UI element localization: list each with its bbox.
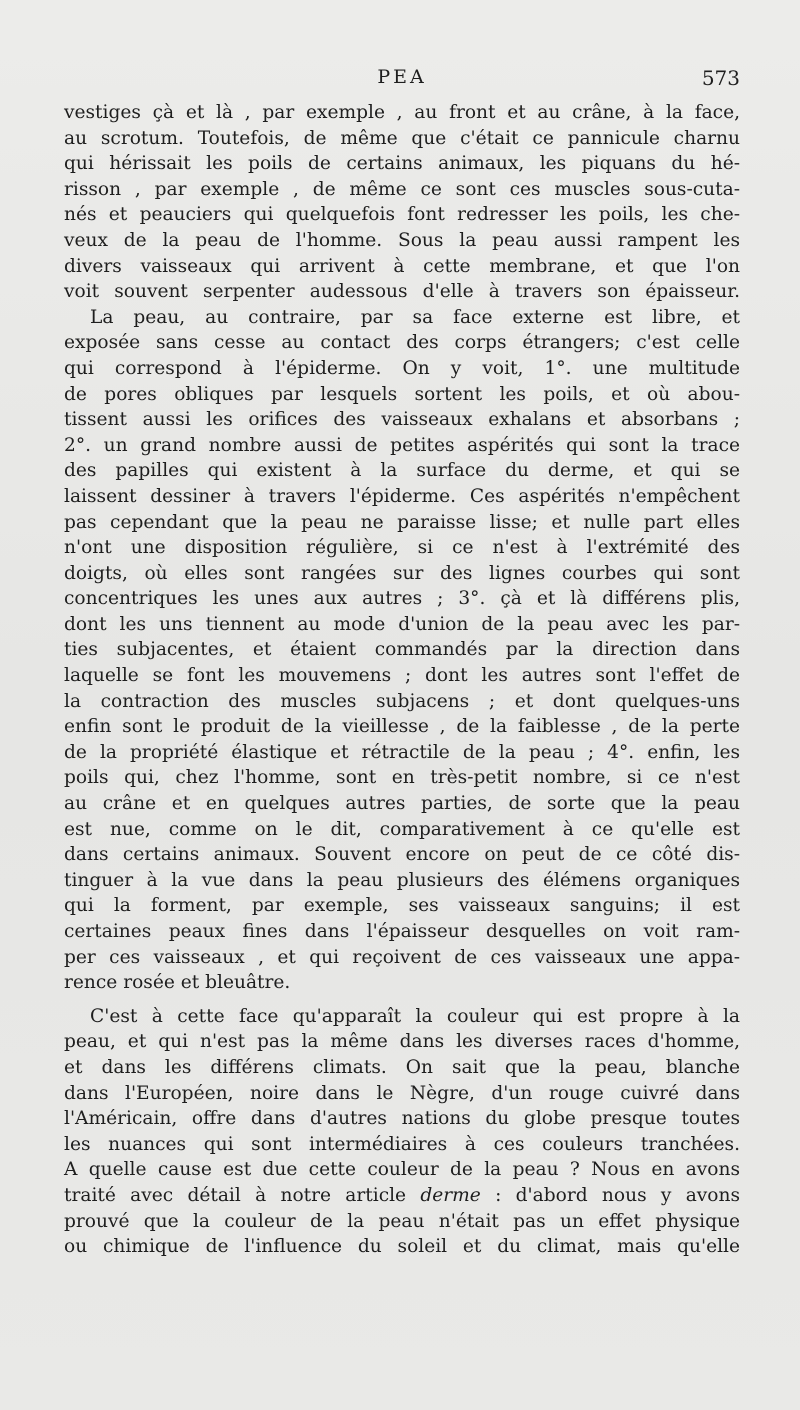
text-line: n'ont une disposition régulière, si ce n'est à l'extrémité des: [64, 537, 740, 559]
text-line: dans l'Européen, noire dans le Nègre, d'un rouge cuivré dans: [64, 1082, 740, 1104]
text-line: nés et peauciers qui quelquefois font redresser les poils, les che-: [64, 204, 740, 226]
text-line: rence rosée et bleuâtre.: [64, 972, 291, 994]
text-line: prouvé que la couleur de la peau n'était pas un effet physique: [64, 1210, 740, 1232]
text-line: de pores obliques par lesquels sortent les poils, et où abou-: [64, 383, 740, 405]
text-line: dans certains animaux. Souvent encore on peut de ce côté dis-: [64, 844, 740, 866]
text-line: pas cependant que la peau ne paraisse lisse; et nulle part elles: [64, 511, 740, 533]
text-line: risson , par exemple , de même ce sont ces muscles sous-cuta-: [64, 178, 740, 200]
text-line: doigts, où elles sont rangées sur des lignes courbes qui sont: [64, 562, 740, 584]
text-line: voit souvent serpenter audessous d'elle à travers son épaisseur.: [64, 281, 740, 303]
text-line: concentriques les unes aux autres ; 3°. çà et là différens plis,: [64, 588, 740, 610]
text-line: 2°. un grand nombre aussi de petites aspérités qui sont la trace: [64, 434, 740, 456]
paragraph-1: [64, 100, 740, 305]
text-line: La peau, au contraire, par sa face externe est libre, et: [90, 306, 740, 328]
text-line: ou chimique de l'influence du soleil et du climat, mais qu'elle: [64, 1236, 740, 1258]
text-line: A quelle cause est due cette couleur de la peau ? Nous en avons: [64, 1159, 740, 1181]
text-line: qui correspond à l'épiderme. On y voit, 1°. une multitude: [64, 357, 740, 379]
text-line: des papilles qui existent à la surface du derme, et qui se: [64, 460, 740, 482]
text-line: poils qui, chez l'homme, sont en très-petit nombre, si ce n'est: [64, 767, 740, 789]
text-line: divers vaisseaux qui arrivent à cette membrane, et que l'on: [64, 255, 740, 277]
text-line: per ces vaisseaux , et qui reçoivent de ces vaisseaux une appa-: [64, 946, 740, 968]
text-line: tinguer à la vue dans la peau plusieurs des élémens organiques: [64, 869, 740, 891]
text-line: certaines peaux fines dans l'épaisseur desquelles on voit ram-: [64, 921, 740, 942]
text-line: laissent dessiner à travers l'épiderme. Ces aspérités n'empêchent: [64, 485, 740, 507]
text-line: qui hérissait les poils de certains animaux, les piquans du hé-: [64, 153, 740, 175]
page-number: 573: [701, 66, 740, 90]
text-line: et dans les différens climats. On sait que la peau, blanche: [64, 1056, 740, 1078]
text-line: est nue, comme on le dit, comparativement à ce qu'elle est: [64, 818, 740, 840]
text-line: l'Américain, offre dans d'autres nations du globe presque toutes: [64, 1108, 740, 1130]
text-line: laquelle se font les mouvemens ; dont les autres sont l'effet de: [64, 665, 740, 687]
text-line: au scrotum. Toutefois, de même que c'était ce pannicule charnu: [64, 127, 740, 149]
text-line: de la propriété élastique et rétractile de la peau ; 4°. enfin, les: [64, 741, 740, 763]
text-line: dont les uns tiennent au mode d'union de la peau avec les par-: [64, 613, 740, 635]
text-line: enfin sont le produit de la vieillesse , de la faiblesse , de la perte: [64, 716, 740, 738]
paragraph-2: [64, 305, 740, 996]
text-line: C'est à cette face qu'apparaît la couleur qui est propre à la: [90, 1005, 740, 1027]
body-text: [64, 100, 740, 1260]
text-line: ties subjacentes, et étaient commandés par la direction dans: [64, 639, 740, 661]
text-line: traité avec détail à notre article derme : d'abord nous y avons: [64, 1184, 740, 1206]
text-line: vestiges çà et là , par exemple , au front et au crâne, à la face,: [64, 102, 740, 123]
text-line: qui la forment, par exemple, ses vaisseaux sanguins; il est: [64, 895, 740, 917]
text-line: exposée sans cesse au contact des corps étrangers; c'est celle: [64, 332, 740, 354]
text-line: les nuances qui sont intermédiaires à ces couleurs tranchées.: [64, 1133, 740, 1155]
running-head: PEA: [377, 66, 427, 88]
text-line: veux de la peau de l'homme. Sous la peau aussi rampent les: [64, 229, 740, 251]
text-line: peau, et qui n'est pas la même dans les diverses races d'homme,: [64, 1031, 740, 1053]
text-line: la contraction des muscles subjacens ; et dont quelques-uns: [64, 690, 740, 712]
text-line: au crâne et en quelques autres parties, de sorte que la peau: [64, 793, 740, 815]
page-header: [64, 66, 740, 96]
paragraph-3: [64, 1004, 740, 1260]
text-line: tissent aussi les orifices des vaisseaux exhalans et absorbans ;: [64, 409, 740, 431]
